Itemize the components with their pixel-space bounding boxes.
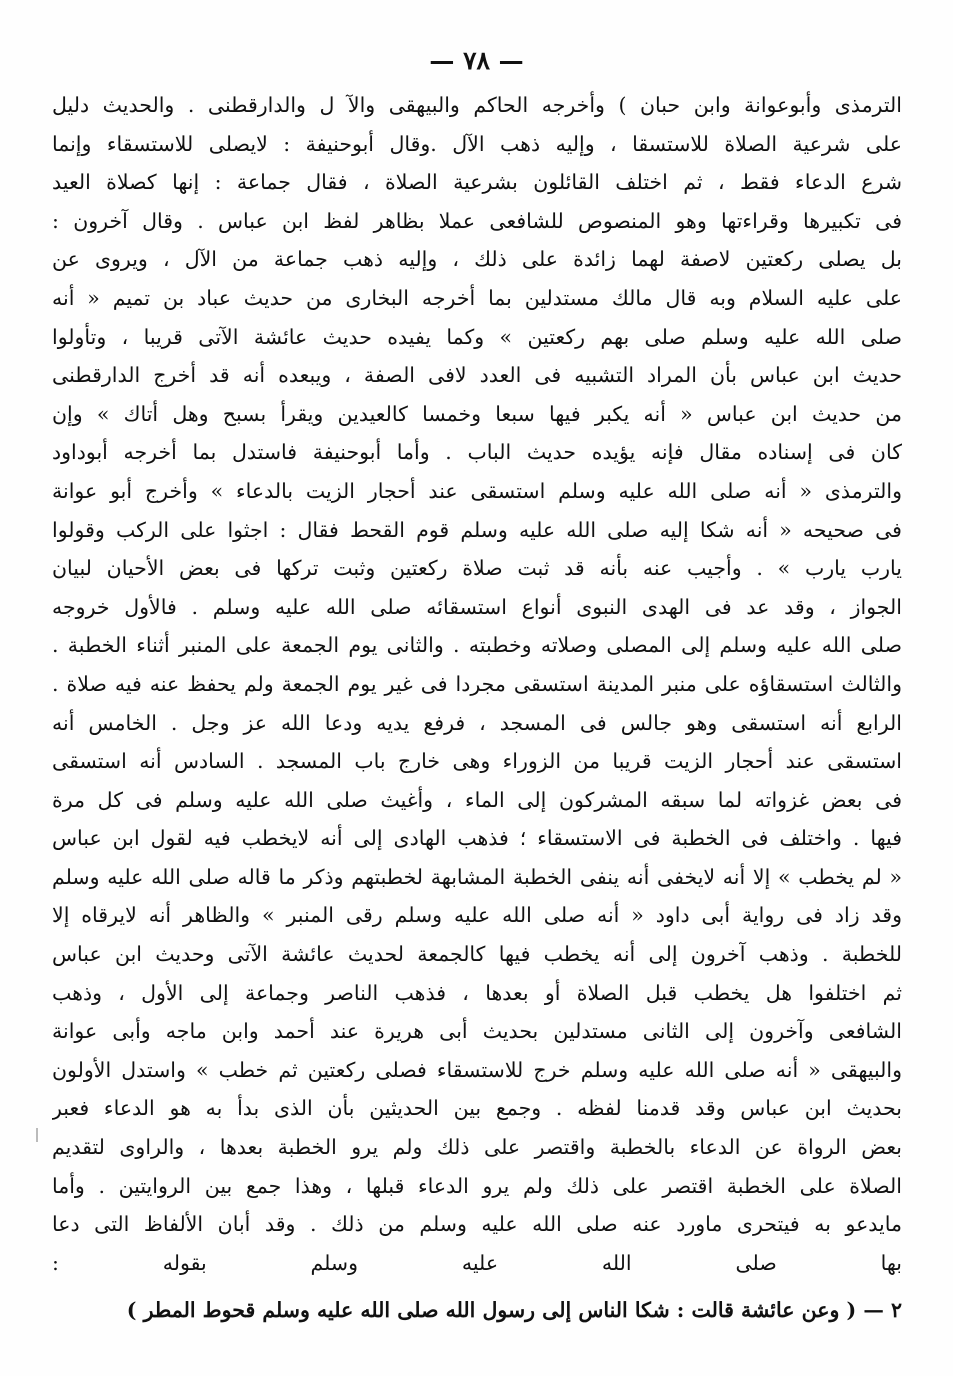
text-line: الشافعى وآخرون إلى الثانى مستدلين بحديث أبى هريرة عند أحمد وابن ماجه وأبى عوانة bbox=[52, 1019, 902, 1044]
body-text bbox=[52, 86, 902, 1282]
text-line: والترمذى « أنه صلى الله عليه وسلم استسقى عند أحجار الزيت بالدعاء » وأخرج أبو عوانة bbox=[52, 478, 902, 503]
text-line: صلى الله عليه وسلم إلى المصلى وصلاته وخطبته . والثانى يوم الجمعة على المنبر أثناء الخطبة . bbox=[52, 633, 902, 658]
scan-mark bbox=[36, 1128, 38, 1142]
text-line: بل يصلى ركعتين لاصفة لهما زائدة على ذلك ، وإليه ذهب جماعة من الآل ، ويروى عن bbox=[52, 247, 902, 272]
text-line: يارب يارب » . وأجيب عنه بأنه قد ثبت صلاة ركعتين وثبت تركها فى بعض الأحيان لبيان bbox=[52, 556, 902, 581]
text-line: بعض الرواة عن الدعاء بالخطبة واقتصر على ذلك ولم يرو الخطبة بعدها ، والراوى لتقديم bbox=[52, 1135, 902, 1160]
hadith-heading: ٢ — ( وعن عائشة قالت : شكا الناس إلى رسول الله صلى الله عليه وسلم قحوط المطر ) bbox=[126, 1298, 902, 1322]
text-line: والبيهقى « أنه صلى الله عليه وسلم خرج للاستسقاء فصلى ركعتين ثم خطب » واستدل الأولون bbox=[52, 1057, 902, 1082]
text-line: الجواز ، وقد عد فى الهدى النبوى أنواع استسقائه صلى الله عليه وسلم . فالأول خروجه bbox=[52, 594, 902, 619]
text-line: فى بعض غزواته لما سبقه المشركون إلى الماء ، وأغيث صلى الله عليه وسلم فى كل مرة bbox=[52, 787, 902, 812]
text-line: شرع الدعاء فقط ، ثم اختلف القائلون بشرعية الصلاة ، فقال جماعة : إنها كصلاة العيد bbox=[52, 170, 902, 195]
text-line: « لم يخطب » إلا أنه لايخفى أنه ينفى الخطبة المشابهة لخطبتهم وذكر ما قاله صلى الله عليه وسلم bbox=[52, 864, 902, 889]
text-line: الرابع أنه استسقى وهو جالس فى المسجد ، فرفع يديه ودعا الله عز وجل . الخامس أنه bbox=[52, 710, 902, 735]
text-line: للخطبة . وذهب آخرون إلى أنه يخطب فيها كالجمعة لحديث عائشة الآتى وحديث ابن عباس bbox=[52, 942, 902, 967]
text-line: والثالث استسقاؤه على منبر المدينة استسقى مجردا فى غير يوم الجمعة ولم يحفظ عنه فيه صلاة . bbox=[52, 671, 902, 696]
text-line: ثم اختلفوا هل يخطب قبل الصلاة أو بعدها ، فذهب الناصر وجماعة إلى الأول ، وذهب bbox=[52, 980, 902, 1005]
text-line: استسقى عند أحجار الزيت قريبا من الزوراء وهى خارج باب المسجد . السادس أنه استسقى bbox=[52, 749, 902, 774]
text-line: فى صحيحه « أنه شكا إليه صلى الله عليه وسلم قوم القحط فقال : اجثوا على الركب وقولوا bbox=[52, 517, 902, 542]
text-line: بحديث ابن عباس وقد قدمنا لفظه . وجمع بين الحديثين بأن الذى بدأ به هو الدعاء فعبر bbox=[52, 1096, 902, 1121]
text-line: بها صلى الله عليه وسلم بقوله : bbox=[52, 1250, 902, 1275]
text-line: فيها . واختلف فى الخطبة فى الاستسقاء ؛ فذهب الهادى إلى أنه لايخطب فيه لقول ابن عباس bbox=[52, 826, 902, 851]
text-line: فى تكبيرها وقراءتها وهو المنصوص للشافعى عملا بظاهر لفظ ابن عباس . وقال آخرون : bbox=[52, 208, 902, 233]
text-line: حديث ابن عباس بأن المراد التشبيه فى العدد لافى الصفة ، ويبعده أنه قد أخرج الدارقطنى bbox=[52, 363, 902, 388]
text-line: الصلاة على الخطبة اقتصر على ذلك ولم يرو الدعاء قبلها ، وهذا جمع بين الروايتين . وأما bbox=[52, 1173, 902, 1198]
text-line: من حديث ابن عباس « أنه يكبر فيها سبعا وخمسا كالعيدين ويقرأ بسبح وهل أتاك » وإن bbox=[52, 401, 902, 426]
text-line: صلى الله عليه وسلم صلى بهم ركعتين » وكما يفيده حديث عائشة الآتى قريبا ، وتأولوا bbox=[52, 324, 902, 349]
text-line: الترمذى وأبوعوانة وابن حبان ) وأخرجه الحاكم والبيهقى والآ ل والدارقطنى . والحديث دليل bbox=[52, 93, 902, 117]
text-line: كان فى إسناده مقال فإنه يؤيده حديث الباب . وأما أبوحنيفة فاستدل بما أخرجه أبوداود bbox=[52, 440, 902, 465]
text-line: مايدعو به فيتحرى ماورد عنه صلى الله عليه وسلم من ذلك . وقد أبان الألفاظ التى دعا bbox=[52, 1212, 902, 1237]
page-number: — ٧٨ — bbox=[429, 46, 524, 75]
text-line: وقد زاد فى رواية أبى داود « أنه صلى الله عليه وسلم رقى المنبر » والظاهر أنه لايرقاه إلا bbox=[52, 903, 902, 928]
text-line: على عليه السلام وبه قال مالك مستدلين بما أخرجه البخارى من حديث عباد بن تميم « أنه bbox=[52, 285, 902, 310]
text-line: على شرعية الصلاة للاستسقا ، وإليه ذهب الآل .وقال أبوحنيفة : لايصلى للاستسقاء وإنما bbox=[52, 131, 902, 156]
